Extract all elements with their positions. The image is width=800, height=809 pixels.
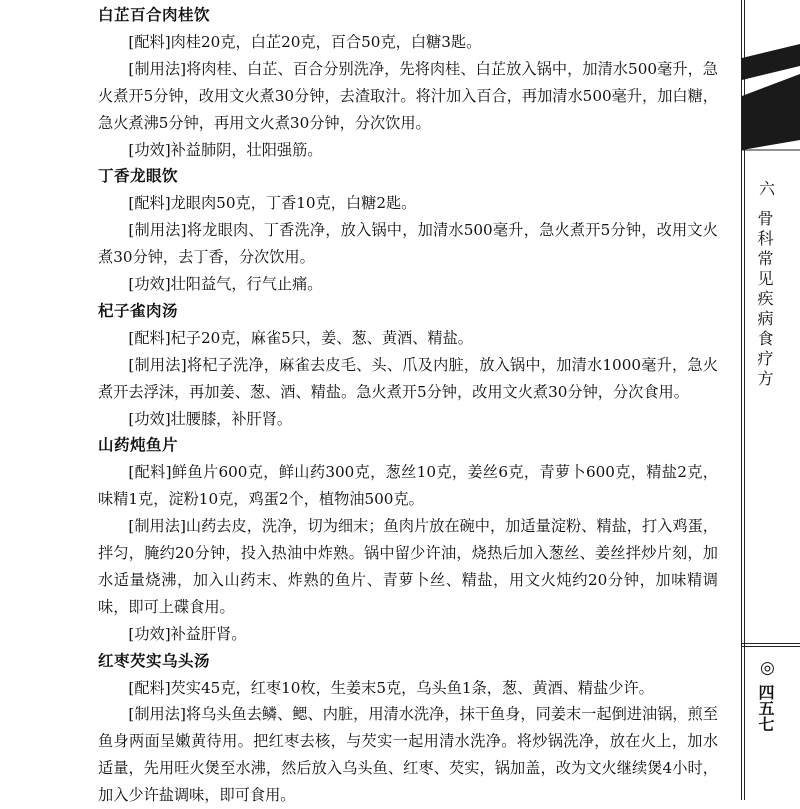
page-number: 四五七 xyxy=(756,684,775,732)
ingredients-paragraph: [配料]肉桂20克，白芷20克，百合50克，白糖3匙。 xyxy=(128,32,482,51)
preparation-paragraph: [制用法]山药去皮，洗净，切为细末；鱼肉片放在碗中，加适量淀粉、精盐，打入鸡蛋，拌匀，腌约20分钟，投入热油中炸熟。锅中留少许油，烧热后加入葱丝、姜丝拌炒片刻，加水适量烧沸，加入山药末、炸熟的鱼片、青萝卜丝、精盐，用文火炖约20分钟，加味精调味，即可上碟食用。 xyxy=(98,517,718,616)
divider-line xyxy=(742,646,800,647)
chapter-number: 六 xyxy=(758,179,775,198)
main-text xyxy=(98,2,718,809)
recipe-title: 杞子雀肉汤 xyxy=(98,301,179,320)
recipe-title: 红枣芡实乌头汤 xyxy=(98,651,211,670)
recipe-title: 丁香龙眼饮 xyxy=(98,167,179,186)
recipe-section xyxy=(98,648,718,809)
thumb-tab-graphic xyxy=(742,0,800,800)
divider-line xyxy=(742,643,800,644)
preparation-paragraph: [制用法]将肉桂、白芷、百合分别洗净，先将肉桂、白芷放入锅中，加清水500毫升，急火煮开5分钟，改用文火煮30分钟，去渣取汁。将汁加入百合，再加清水500毫升，加白糖，急火煮沸5分钟，再用文火煮30分钟，分次饮用。 xyxy=(98,59,718,132)
preparation-paragraph: [制用法]将龙眼肉、丁香洗净，放入锅中，加清水500毫升，急火煮开5分钟，改用文火煮30分钟，去丁香，分次饮用。 xyxy=(98,221,718,267)
recipe-section xyxy=(98,298,718,433)
chapter-title: 骨科常见疾病食疗方 xyxy=(755,210,774,390)
recipe-title: 山药炖鱼片 xyxy=(98,436,179,455)
efficacy-paragraph: [功效]补益肺阴，壮阳强筋。 xyxy=(128,140,323,159)
recipe-title: 白芷百合肉桂饮 xyxy=(98,6,211,24)
ingredients-paragraph: [配料]龙眼肉50克，丁香10克，白糖2匙。 xyxy=(128,194,417,213)
page-marker-icon: ◎ xyxy=(760,658,775,678)
efficacy-paragraph: [功效]补益肝肾。 xyxy=(128,624,247,643)
ingredients-paragraph: [配料]杞子20克，麻雀5只，姜、葱、黄酒、精盐。 xyxy=(128,328,473,347)
preparation-paragraph: [制用法]将乌头鱼去鳞、鳃、内脏，用清水洗净，抹干鱼身，同姜末一起倒进油锅，煎至鱼身两面呈嫩黄待用。把红枣去核，与芡实一起用清水洗净。将炒锅洗净，放在火上，加水适量，先用旺火煲至水沸，然后放入乌头鱼、红枣、芡实，锅加盖，改为文火继续煲4小时，加入少许盐调味，即可食用。 xyxy=(98,705,718,805)
recipe-section xyxy=(98,2,718,163)
recipe-section xyxy=(98,163,718,298)
efficacy-paragraph: [功效]壮阳益气，行气止痛。 xyxy=(128,275,323,294)
efficacy-paragraph: [功效]壮腰膝，补肝肾。 xyxy=(128,409,293,428)
ingredients-paragraph: [配料]鲜鱼片600克，鲜山药300克，葱丝10克，姜丝6克，青萝卜600克，精盐2克，味精1克，淀粉10克，鸡蛋2个，植物油500克。 xyxy=(98,463,718,509)
preparation-paragraph: [制用法]将杞子洗净，麻雀去皮毛、头、爪及内脏，放入锅中，加清水1000毫升，急火煮开去浮沫，再加姜、葱、酒、精盐。急火煮开5分钟，改用文火煮30分钟，分次食用。 xyxy=(98,355,718,401)
recipe-section xyxy=(98,432,718,647)
ingredients-paragraph: [配料]芡实45克，红枣10枚，生姜末5克，乌头鱼1条，葱、黄酒、精盐少许。 xyxy=(128,678,654,697)
